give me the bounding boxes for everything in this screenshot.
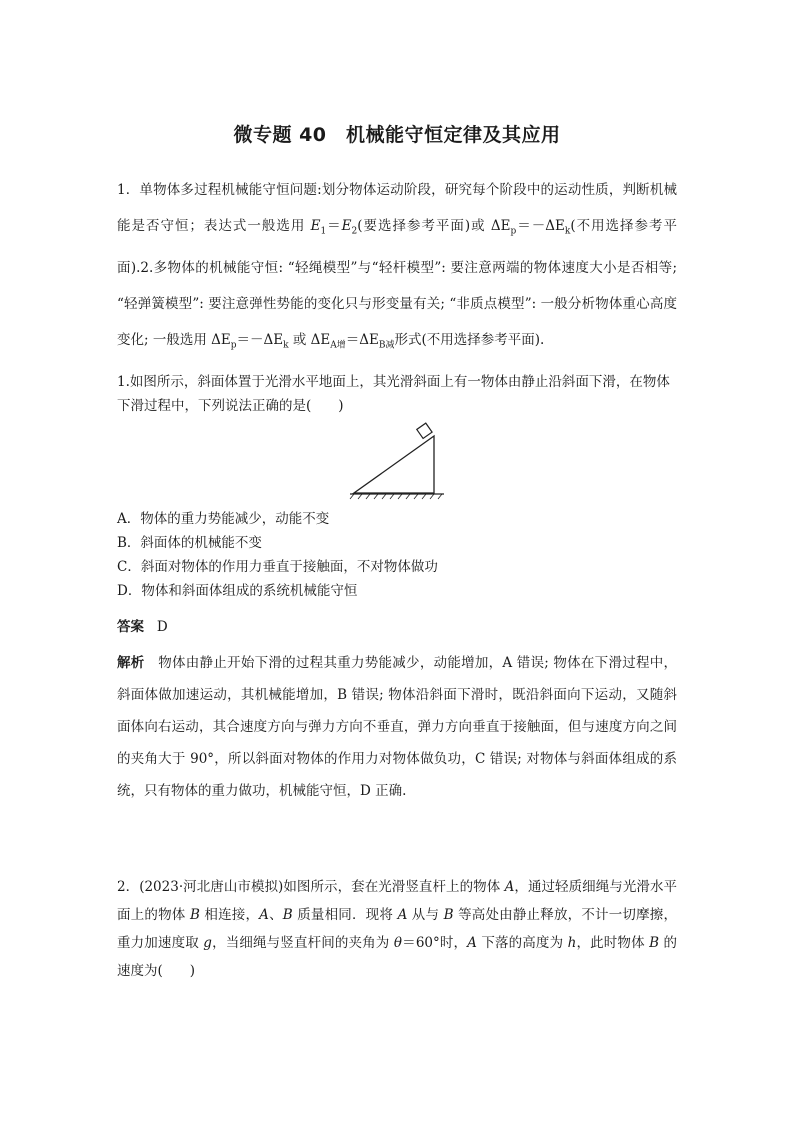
question-1-options	[117, 507, 438, 603]
symbol-h: h	[567, 935, 577, 951]
symbol-b: B	[649, 935, 660, 951]
symbol-e2: E	[341, 218, 352, 234]
q2-text: 的速度为( )	[117, 935, 678, 979]
subscript: 1	[320, 226, 327, 237]
symbol-a: A	[397, 907, 408, 923]
analysis-text: 物体由静止开始下滑的过程其重力势能减少，动能增加，A 错误; 物体在下滑过程中，斜面体做加速运动，其机械能增加，B 错误; 物体沿斜面下滑时，既沿斜面向下运动，又随斜面体向右运动，其合速度方向与弹力方向不垂直，弹力方向垂直于接触面，但与速度方向之间的夹角大于 90°，所以斜面对物体的作用力对物体做负功，C 错误; 对物体与斜面体组成的系统，只有物体的重力做功，机械能守恒，D 正确.	[117, 655, 678, 799]
option-d: D．物体和斜面体组成的系统机械能守恒	[117, 583, 358, 599]
ground-hatching	[350, 494, 442, 499]
q2-text: 2．(2023·河北唐山市模拟)如图所示，套在光滑竖直杆上的物体	[117, 879, 505, 895]
symbol-e1: E	[310, 218, 321, 234]
summary-text: ＝ΔE	[345, 331, 379, 348]
answer-label: 答案	[117, 619, 144, 635]
symbol-a: A	[467, 935, 477, 951]
symbol-a: A	[504, 879, 515, 895]
option-c: C．斜面对物体的作用力垂直于接触面，不对物体做功	[117, 559, 438, 575]
page-title: 微专题 40 机械能守恒定律及其应用	[233, 124, 561, 146]
q2-text: 相连接，	[199, 907, 260, 923]
option-a: A．物体的重力势能减少，动能不变	[117, 511, 330, 527]
summary-text: 1．单物体多过程机械能守恒问题:划分物体运动阶段，研究每个阶段中的运动性质，判断机械能是否守恒；表达式一般选用	[117, 182, 677, 234]
question-1-stem: 1.如图所示，斜面体置于光滑水平地面上，其光滑斜面上有一物体由静止沿斜面下滑，在物体下滑过程中，下列说法正确的是( )	[117, 374, 670, 414]
subscript: 2	[351, 226, 358, 237]
incline-figure	[348, 422, 446, 500]
q2-text: 、	[268, 907, 283, 923]
summary-text: 或 ΔE	[288, 331, 331, 348]
subscript: p	[510, 226, 517, 237]
symbol-a: A	[259, 907, 269, 923]
q2-text: ＝60°时，	[402, 935, 468, 951]
symbol-b: B	[282, 907, 293, 923]
question-2-stem	[117, 873, 677, 985]
q2-text: ，当细绳与竖直杆间的夹角为	[211, 935, 394, 951]
q2-text: 质量相同．现将	[292, 907, 398, 923]
symbol-b: B	[189, 907, 200, 923]
summary-text: ＝－ΔE	[516, 218, 565, 234]
q2-text: 下落的高度为	[476, 935, 568, 951]
q2-text: 从与	[407, 907, 444, 923]
method-summary	[117, 172, 677, 363]
summary-text: (不用选择参考平面).2.多物体的机械能守恒: “轻绳模型”与“轻杆模型”: 要注意两端的物体速度大小是否相等; “轻弹簧模型”: 要注意弹性势能的变化只与形变量有关; “非质点模型”: 一般分析物体重心高度变化; 一般选用 ΔE	[117, 218, 677, 348]
question-1-answer	[117, 615, 168, 635]
subscript: k	[564, 226, 571, 237]
summary-text: 形式(不用选择参考平面).	[394, 331, 545, 348]
incline-wedge	[354, 436, 434, 493]
subscript: k	[283, 340, 289, 351]
question-1-analysis	[117, 647, 677, 807]
answer-value: D	[156, 619, 168, 635]
subscript: B减	[378, 340, 395, 351]
q2-text: ，此时物体	[576, 935, 650, 951]
analysis-label: 解析	[117, 655, 145, 671]
symbol-b: B	[443, 907, 454, 923]
summary-text: ＝－ΔE	[236, 331, 284, 348]
equals-sign: ＝	[326, 218, 342, 234]
symbol-g: g	[203, 935, 212, 951]
q2-text: ，通过轻质细绳与光滑水平面上的物体	[117, 879, 677, 923]
summary-text: (要选择参考平面)或 ΔE	[357, 218, 511, 234]
sliding-block	[417, 423, 432, 438]
q2-text: 等高处由静止释放，不计一切摩擦，重力加速度取	[117, 907, 677, 951]
subscript: p	[230, 340, 237, 351]
symbol-theta: θ	[393, 935, 403, 951]
option-b: B．斜面体的机械能不变	[117, 535, 262, 551]
subscript: A增	[330, 340, 346, 351]
